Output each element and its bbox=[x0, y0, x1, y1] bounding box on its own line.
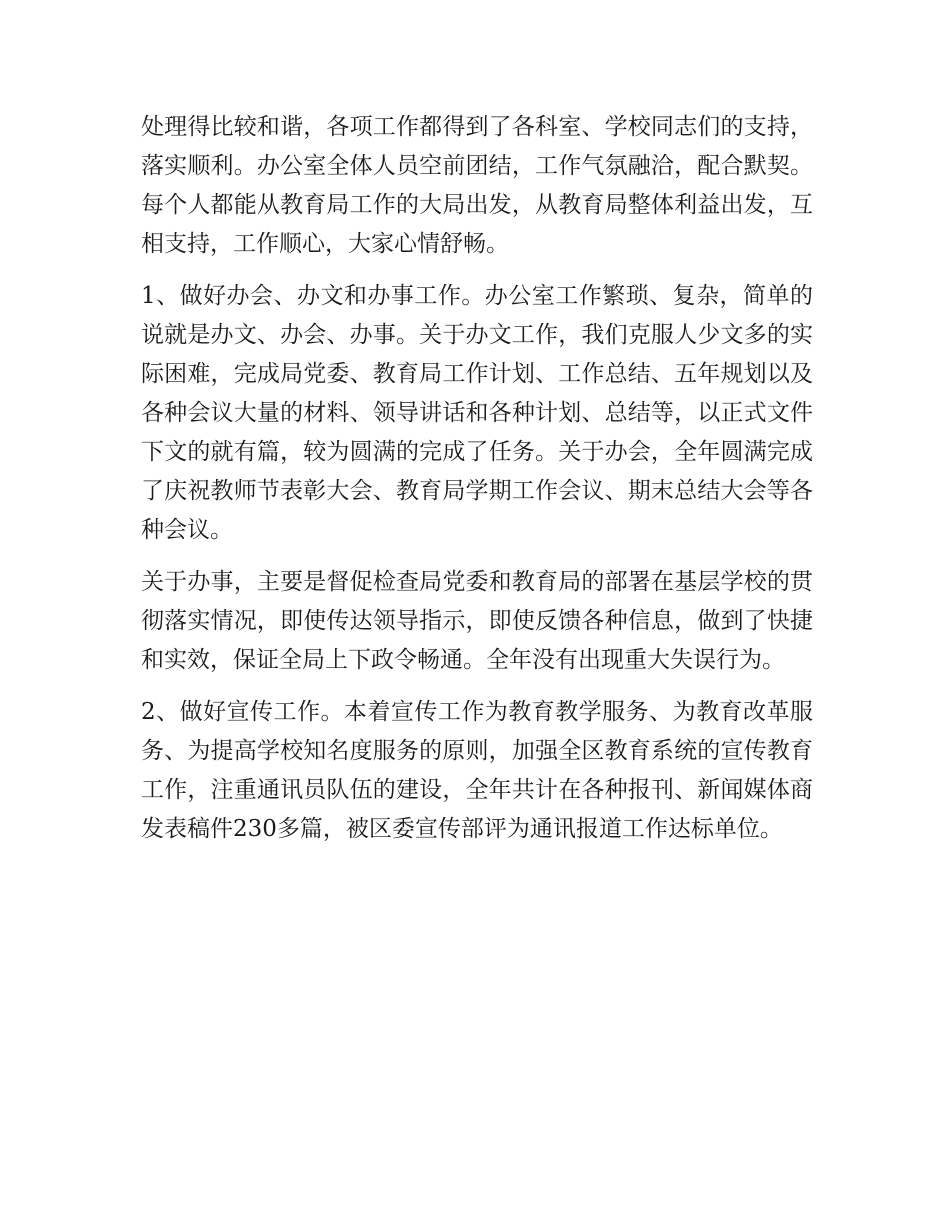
paragraph-continuation: 处理得比较和谐，各项工作都得到了各科室、学校同志们的支持，落实顺利。办公室全体人员空前团结，工作气氛融洽，配合默契。每个人都能从教育局工作的大局出发，从教育局整体利益出发，互相支持，工作顺心，大家心情舒畅。 bbox=[141, 114, 813, 257]
document-body bbox=[141, 108, 813, 862]
paragraph-affairs: 关于办事，主要是督促检查局党委和教育局的部署在基层学校的贯彻落实情况，即使传达领导指示，即使反馈各种信息，做到了快捷和实效，保证全局上下政令畅通。全年没有出现重大失误行为。 bbox=[141, 569, 813, 673]
paragraph-item-2: 2、做好宣传工作。本着宣传工作为教育教学服务、为教育改革服务、为提高学校知名度服务的原则，加强全区教育系统的宣传教育工作，注重通讯员队伍的建设，全年共计在各种报刊、新闻媒体商发表稿件230多篇，被区委宣传部评为通讯报道工作达标单位。 bbox=[141, 699, 813, 842]
paragraph-item-1: 1、做好办会、办文和办事工作。办公室工作繁琐、复杂，简单的说就是办文、办会、办事。关于办文工作，我们克服人少文多的实际困难，完成局党委、教育局工作计划、工作总结、五年规划以及各种会议大量的材料、领导讲话和各种计划、总结等，以正式文件下文的就有篇，较为圆满的完成了任务。关于办会，全年圆满完成了庆祝教师节表彰大会、教育局学期工作会议、期末总结大会等各种会议。 bbox=[141, 283, 813, 543]
